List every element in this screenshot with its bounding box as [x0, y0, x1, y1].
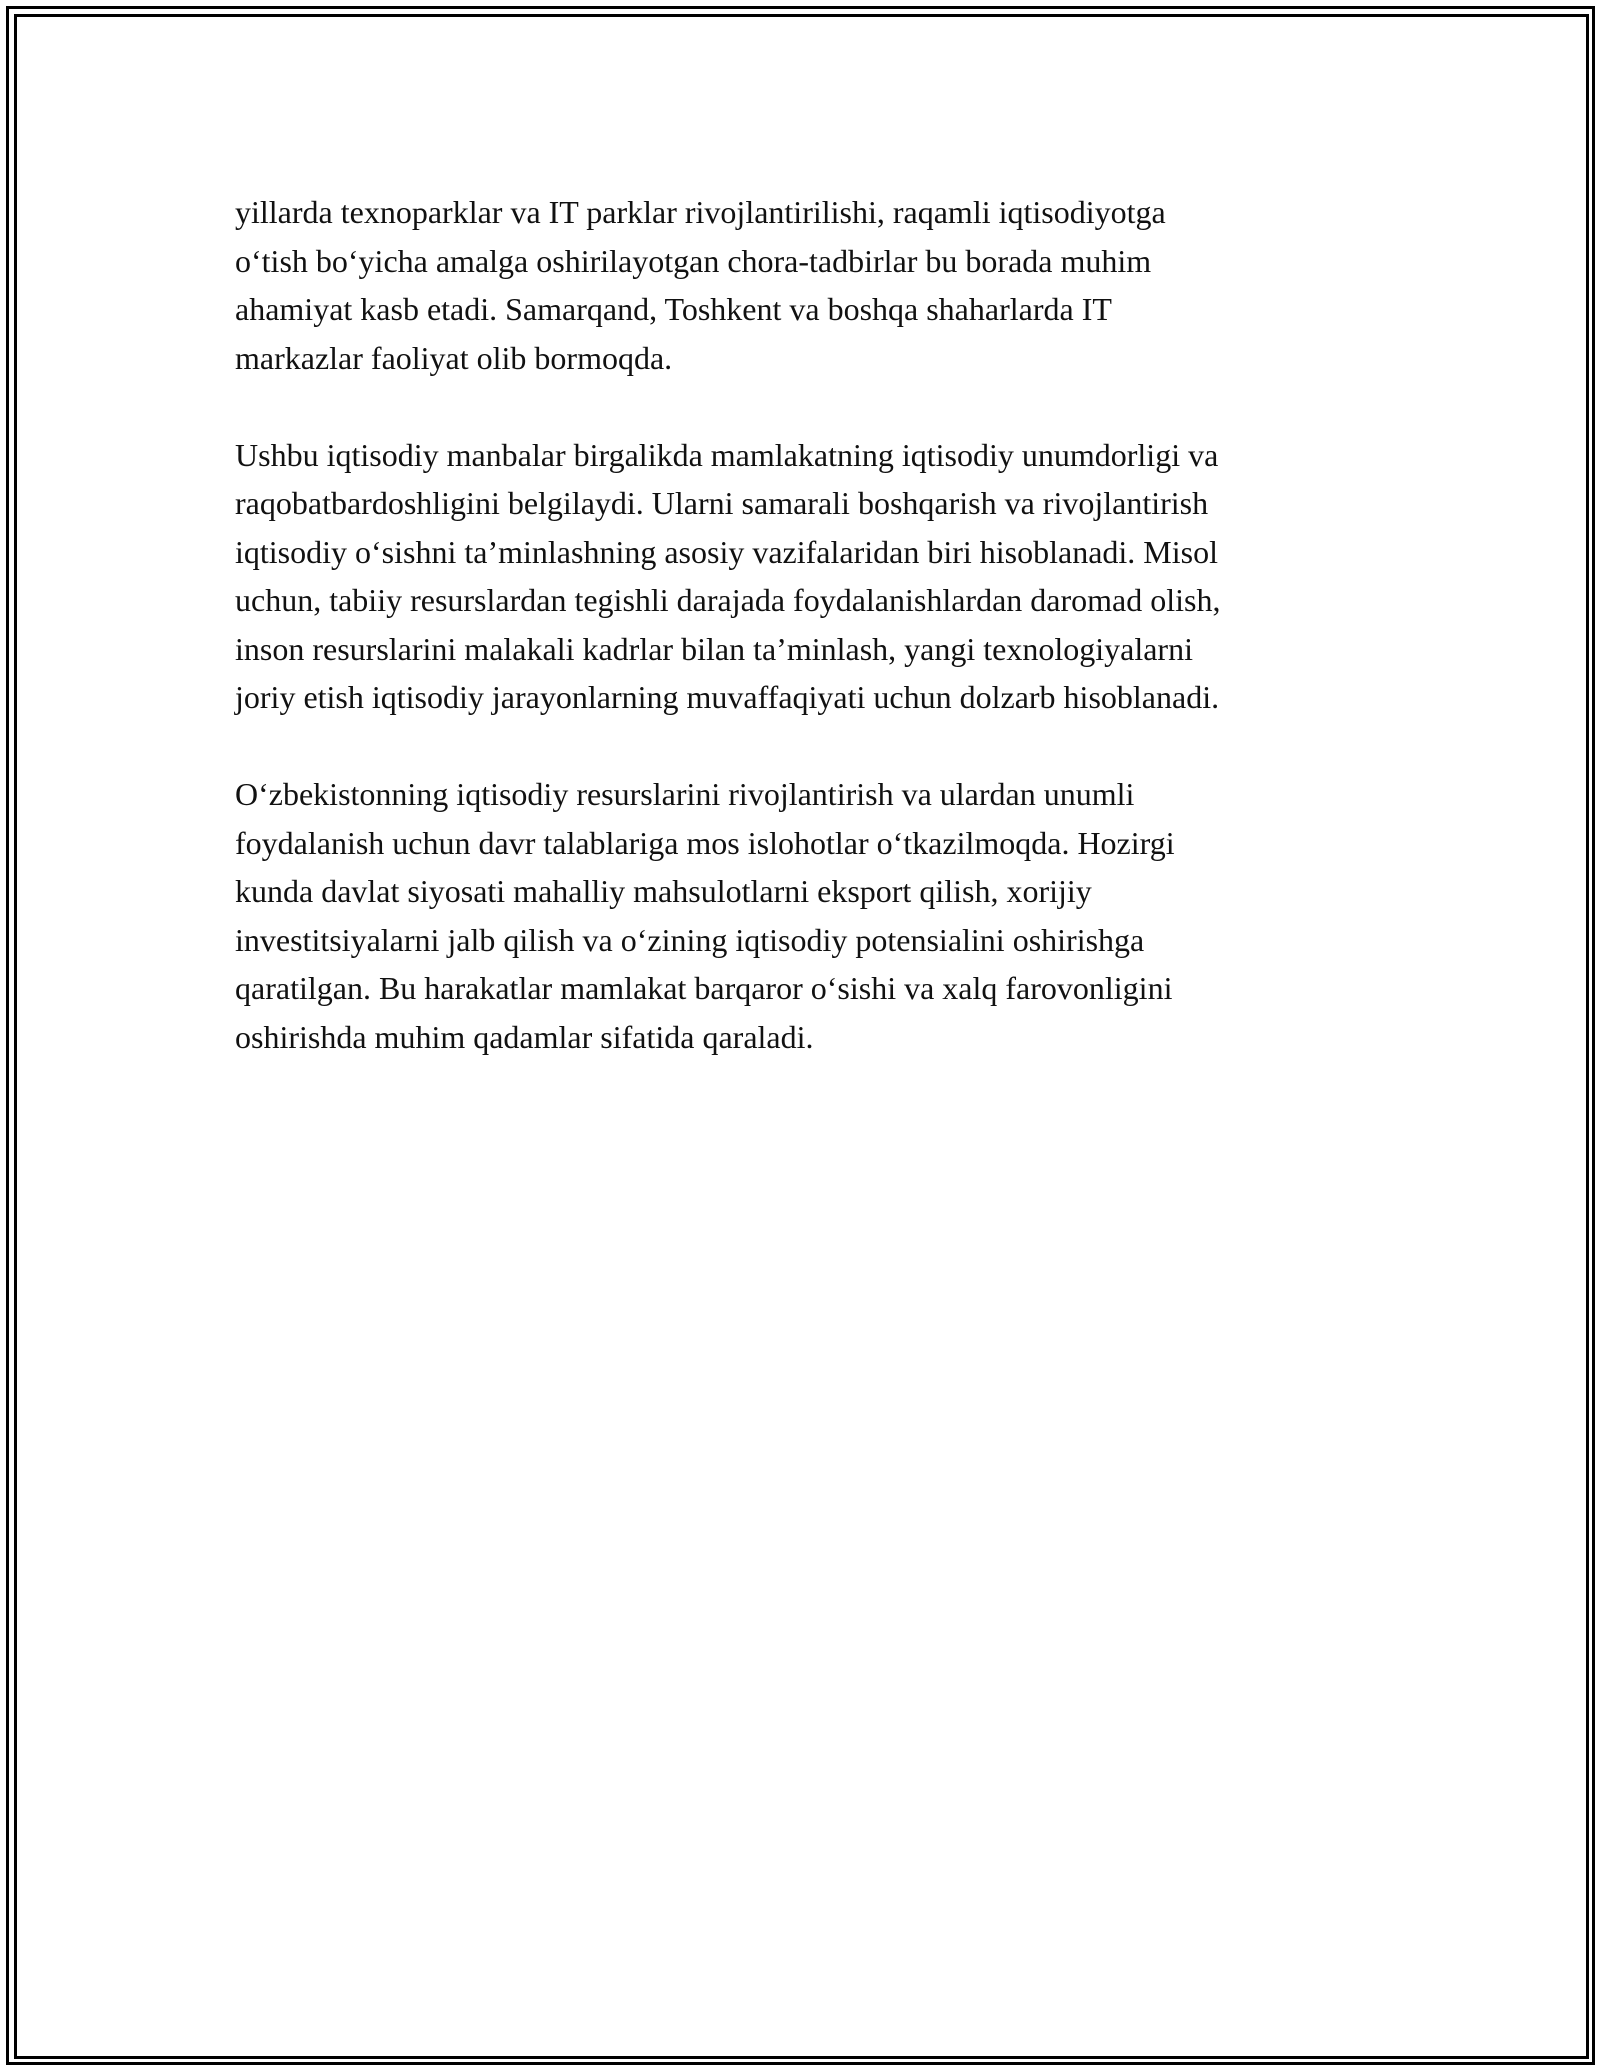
paragraph-3 — [235, 770, 1370, 1061]
paragraph-line: o‘tish bo‘yicha amalga oshirilayotgan chora-tadbirlar bu borada muhim — [235, 242, 1152, 279]
paragraph-line: kunda davlat siyosati mahalliy mahsulotlarni eksport qilish, xorijiy — [235, 873, 1092, 909]
paragraph-line: yillarda texnoparklar va IT parklar rivojlantirilishi, raqamli iqtisodiyotga — [235, 194, 1166, 230]
paragraph-line: investitsiyalarni jalb qilish va o‘zining iqtisodiy potensialini oshirishga — [235, 921, 1145, 958]
paragraph-line: ahamiyat kasb etadi. Samarqand, Toshkent va boshqa shaharlarda IT — [235, 291, 1112, 327]
paragraph-line: oshirishda muhim qadamlar sifatida qaraladi. — [235, 1018, 814, 1055]
paragraph-1 — [235, 188, 1370, 382]
paragraph-line: raqobatbardoshligini belgilaydi. Ularni samarali boshqarish va rivojlantirish — [235, 485, 1209, 521]
document-body — [235, 188, 1370, 1110]
paragraph-line: qaratilgan. Bu harakatlar mamlakat barqaror o‘sishi va xalq farovonligini — [235, 970, 1173, 1006]
paragraph-line: O‘zbekistonning iqtisodiy resurslarini rivojlantirish va ulardan unumli — [235, 776, 1135, 812]
paragraph-line: uchun, tabiiy resurslardan tegishli darajada foydalanishlardan daromad olish, — [235, 582, 1221, 618]
paragraph-line: inson resurslarini malakali kadrlar bilan ta’minlash, yangi texnologiyalarni — [235, 630, 1193, 667]
paragraph-line: iqtisodiy o‘sishni ta’minlashning asosiy vazifalaridan biri hisoblanadi. Misol — [235, 533, 1218, 570]
paragraph-line: Ushbu iqtisodiy manbalar birgalikda mamlakatning iqtisodiy unumdorligi va — [235, 436, 1219, 473]
paragraph-line: markazlar faoliyat olib bormoqda. — [235, 339, 673, 376]
paragraph-2 — [235, 431, 1370, 722]
paragraph-line: joriy etish iqtisodiy jarayonlarning muvaffaqiyati uchun dolzarb hisoblanadi. — [235, 679, 1220, 715]
paragraph-line: foydalanish uchun davr talablariga mos islohotlar o‘tkazilmoqda. Hozirgi — [235, 824, 1175, 861]
